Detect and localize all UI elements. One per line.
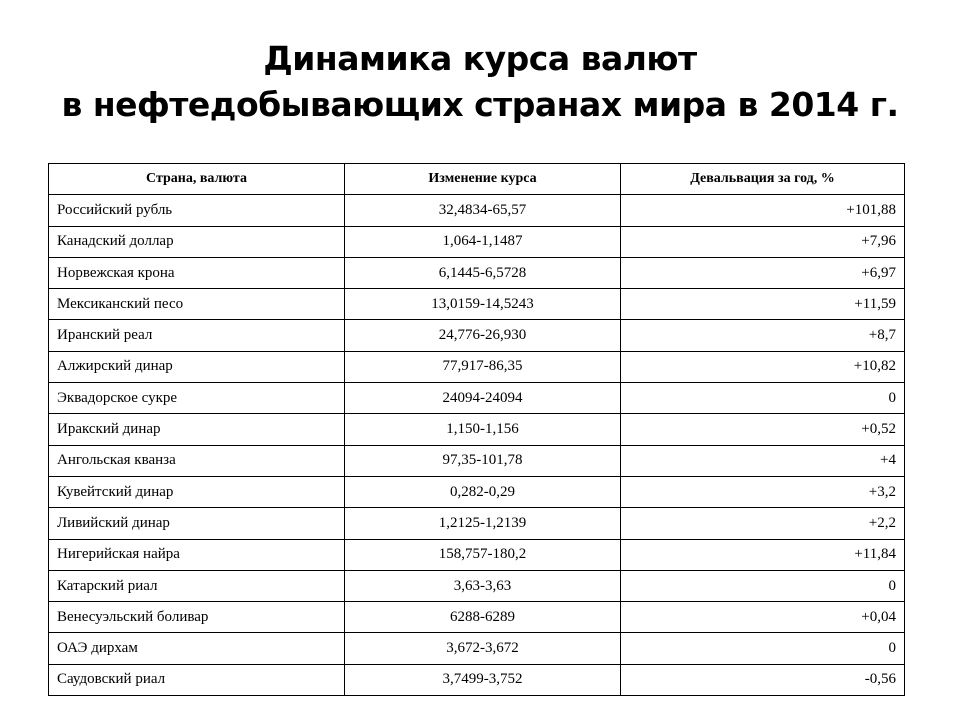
cell-country-currency: Российский рубль — [49, 195, 345, 226]
cell-country-currency: Иракский динар — [49, 414, 345, 445]
table-row — [49, 633, 905, 664]
cell-rate-change: 158,757-180,2 — [345, 539, 621, 570]
cell-rate-change: 3,63-3,63 — [345, 570, 621, 601]
table-row — [49, 383, 905, 414]
table-row — [49, 320, 905, 351]
slide-title-line-2: в нефтедобывающих странах мира в 2014 г. — [61, 85, 899, 124]
cell-rate-change: 32,4834-65,57 — [345, 195, 621, 226]
cell-country-currency: Норвежская крона — [49, 257, 345, 288]
table-header-row — [49, 164, 905, 195]
cell-country-currency: Алжирский динар — [49, 351, 345, 382]
table-row — [49, 508, 905, 539]
cell-devaluation: +3,2 — [621, 476, 905, 507]
header-rate-change: Изменение курса — [345, 164, 621, 195]
table-body — [49, 195, 905, 696]
cell-devaluation: +11,59 — [621, 289, 905, 320]
cell-devaluation: +4 — [621, 445, 905, 476]
cell-country-currency: Ангольская кванза — [49, 445, 345, 476]
cell-devaluation: +7,96 — [621, 226, 905, 257]
cell-rate-change: 3,7499-3,752 — [345, 664, 621, 695]
table-row — [49, 570, 905, 601]
cell-rate-change: 24,776-26,930 — [345, 320, 621, 351]
cell-devaluation: +0,52 — [621, 414, 905, 445]
cell-country-currency: ОАЭ дирхам — [49, 633, 345, 664]
cell-rate-change: 0,282-0,29 — [345, 476, 621, 507]
table-row — [49, 414, 905, 445]
cell-country-currency: Канадский доллар — [49, 226, 345, 257]
cell-devaluation: 0 — [621, 633, 905, 664]
cell-country-currency: Венесуэльский боливар — [49, 602, 345, 633]
table-row — [49, 257, 905, 288]
cell-devaluation: +0,04 — [621, 602, 905, 633]
cell-devaluation: +2,2 — [621, 508, 905, 539]
cell-devaluation: +10,82 — [621, 351, 905, 382]
table-row — [49, 195, 905, 226]
cell-rate-change: 77,917-86,35 — [345, 351, 621, 382]
slide-title — [0, 36, 960, 128]
cell-country-currency: Нигерийская найра — [49, 539, 345, 570]
cell-country-currency: Ливийский динар — [49, 508, 345, 539]
cell-devaluation: +8,7 — [621, 320, 905, 351]
table-row — [49, 226, 905, 257]
cell-country-currency: Мексиканский песо — [49, 289, 345, 320]
cell-rate-change: 1,064-1,1487 — [345, 226, 621, 257]
slide-title-line-1: Динамика курса валют — [263, 39, 697, 78]
cell-country-currency: Иранский реал — [49, 320, 345, 351]
cell-country-currency: Эквадорское сукре — [49, 383, 345, 414]
cell-devaluation: +11,84 — [621, 539, 905, 570]
header-country-currency: Страна, валюта — [49, 164, 345, 195]
cell-country-currency: Катарский риал — [49, 570, 345, 601]
table-row — [49, 664, 905, 695]
cell-country-currency: Кувейтский динар — [49, 476, 345, 507]
table-row — [49, 445, 905, 476]
cell-devaluation: +6,97 — [621, 257, 905, 288]
cell-devaluation: 0 — [621, 570, 905, 601]
table-row — [49, 476, 905, 507]
table-row — [49, 539, 905, 570]
cell-devaluation: -0,56 — [621, 664, 905, 695]
header-devaluation: Девальвация за год, % — [621, 164, 905, 195]
cell-rate-change: 6,1445-6,5728 — [345, 257, 621, 288]
cell-rate-change: 24094-24094 — [345, 383, 621, 414]
table-row — [49, 289, 905, 320]
cell-rate-change: 1,150-1,156 — [345, 414, 621, 445]
cell-devaluation: +101,88 — [621, 195, 905, 226]
table-row — [49, 351, 905, 382]
cell-country-currency: Саудовский риал — [49, 664, 345, 695]
cell-rate-change: 1,2125-1,2139 — [345, 508, 621, 539]
cell-rate-change: 3,672-3,672 — [345, 633, 621, 664]
table-row — [49, 602, 905, 633]
cell-rate-change: 97,35-101,78 — [345, 445, 621, 476]
cell-rate-change: 13,0159-14,5243 — [345, 289, 621, 320]
cell-rate-change: 6288-6289 — [345, 602, 621, 633]
exchange-rate-table — [48, 163, 905, 696]
cell-devaluation: 0 — [621, 383, 905, 414]
